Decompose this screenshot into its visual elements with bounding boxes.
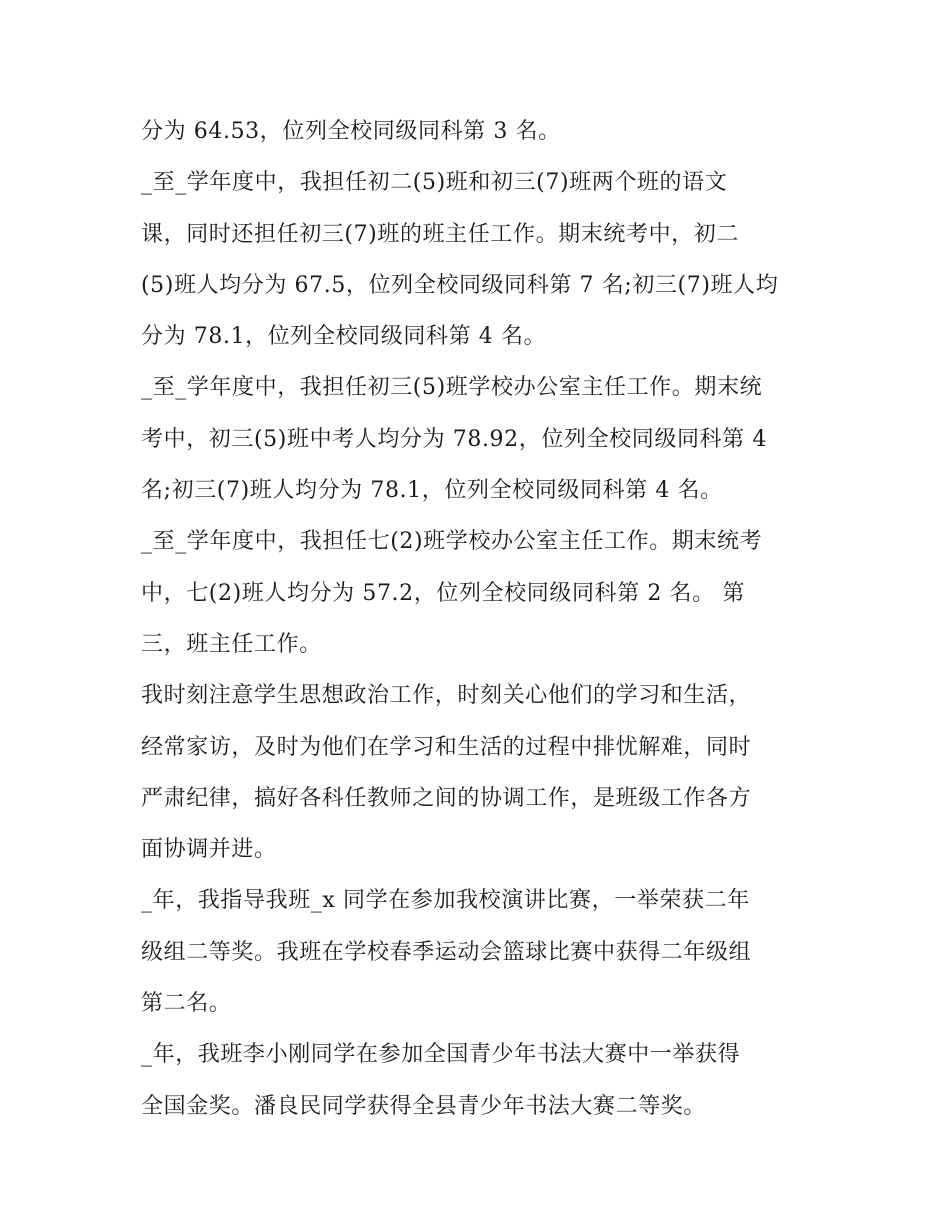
text-line: 我时刻注意学生思想政治工作，时刻关心他们的学习和生活，: [141, 683, 752, 709]
text-line: 面协调并进。: [141, 837, 277, 863]
text-line: 分为 78.1，位列全校同级同科第 4 名。: [141, 324, 547, 350]
text-line: 级组二等奖。我班在学校春季运动会篮球比赛中获得二年级组: [141, 939, 752, 965]
text-line: 课，同时还担任初三(7)班的班主任工作。期末统考中，初二: [141, 221, 739, 247]
text-line: _年，我指导我班_x 同学在参加我校演讲比赛，一举荣获二年: [141, 888, 750, 914]
text-line: _年，我班李小刚同学在参加全国青少年书法大赛中一举获得: [141, 1042, 741, 1068]
text-line: 三，班主任工作。: [141, 631, 322, 657]
text-line: _至_学年度中，我担任初二(5)班和初三(7)班两个班的语文: [141, 170, 728, 196]
text-line: 第二名。: [141, 991, 232, 1017]
text-line: _至_学年度中，我担任初三(5)班学校办公室主任工作。期末统: [141, 375, 763, 401]
text-line: 经常家访，及时为他们在学习和生活的过程中排忧解难，同时: [141, 734, 752, 760]
text-line: 名;初三(7)班人均分为 78.1，位列全校同级同科第 4 名。: [141, 478, 723, 504]
text-line: 全国金奖。潘良民同学获得全县青少年书法大赛二等奖。: [141, 1093, 707, 1119]
body-text: [141, 106, 821, 1132]
text-line: 分为 64.53，位列全校同级同科第 3 名。: [141, 119, 561, 144]
text-line: _至_学年度中，我担任七(2)班学校办公室主任工作。期末统考: [141, 529, 763, 555]
text-line: (5)班人均分为 67.5，位列全校同级同科第 7 名;初三(7)班人均: [141, 272, 779, 298]
text-line: 中，七(2)班人均分为 57.2，位列全校同级同科第 2 名。 第: [141, 580, 745, 606]
text-line: 严肃纪律，搞好各科任教师之间的协调工作，是班级工作各方: [141, 785, 752, 811]
text-line: 考中，初三(5)班中考人均分为 78.92，位列全校同级同科第 4: [141, 426, 767, 452]
